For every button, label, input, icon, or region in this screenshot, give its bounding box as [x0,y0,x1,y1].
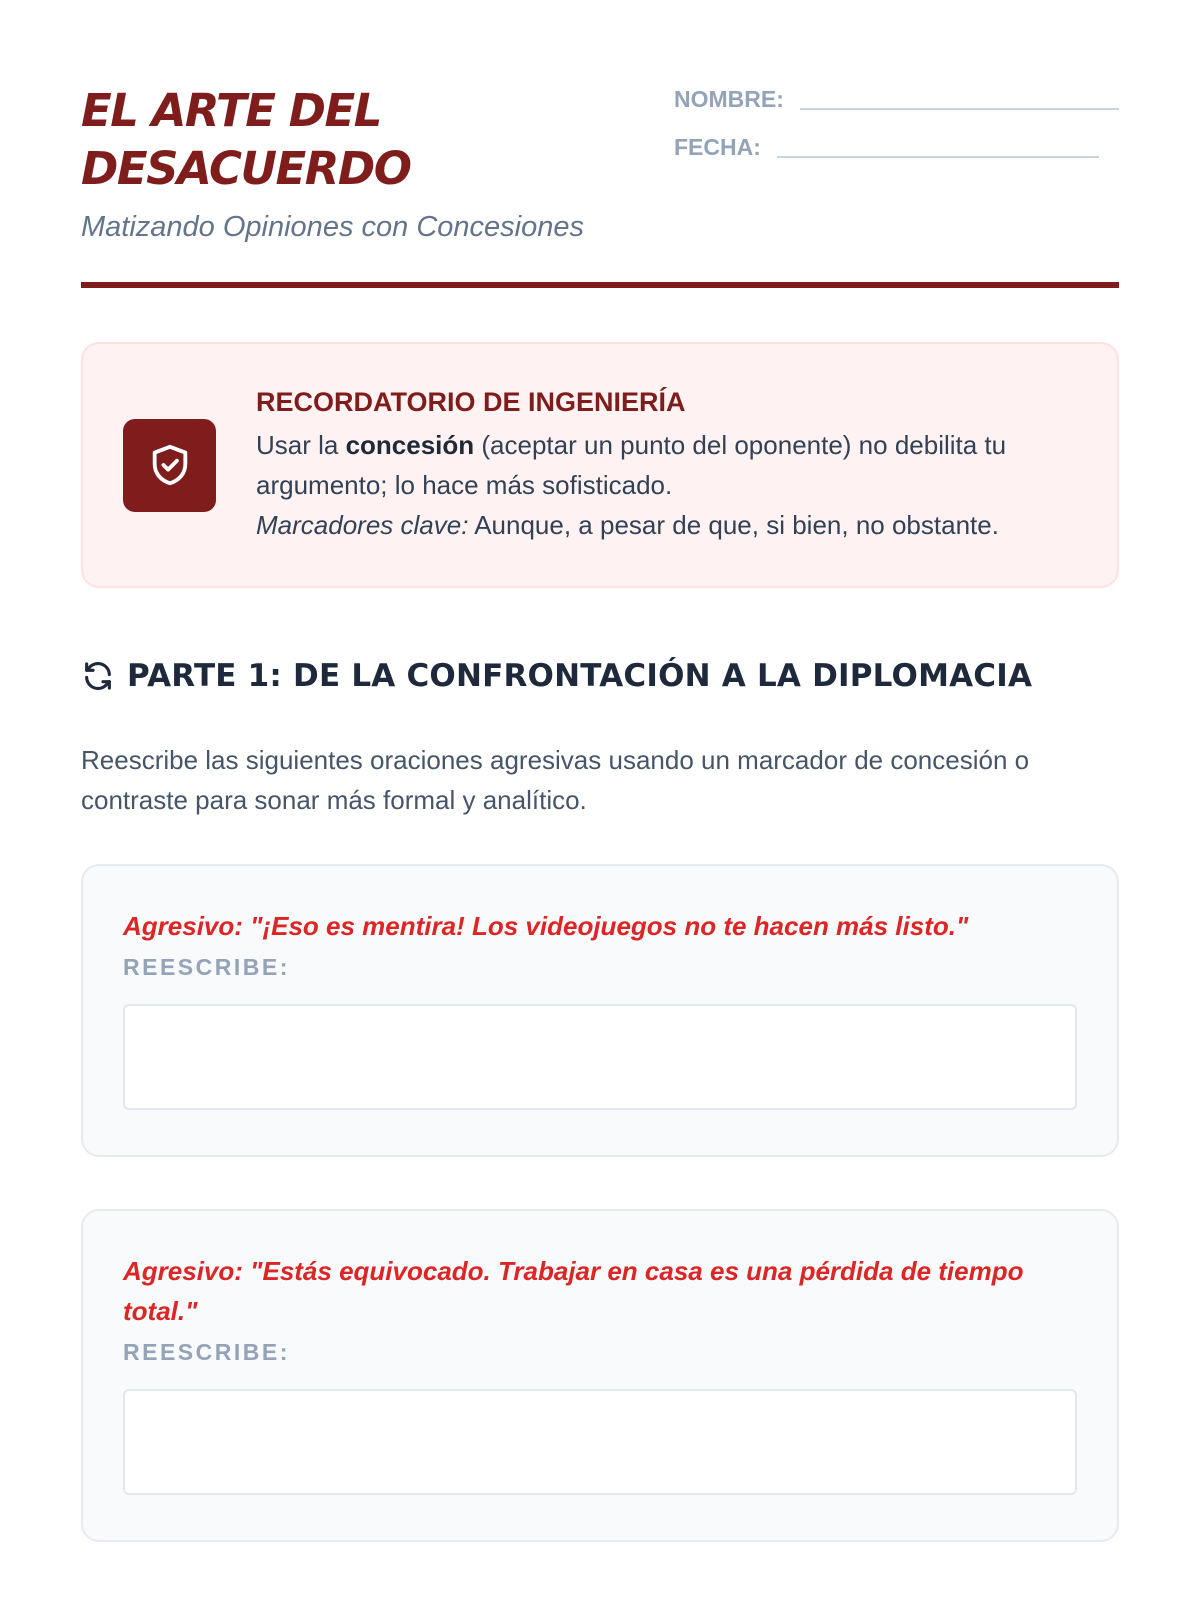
title-block [81,82,661,244]
aggressive-sentence: Agresivo: "¡Eso es mentira! Los videojuegos no te hacen más listo." [123,911,969,941]
name-field-row [674,86,1119,112]
markers-label: Marcadores clave: [256,510,469,540]
part1-instructions: Reescribe las siguientes oraciones agresivas usando un marcador de concesión o contraste para sonar más formal y analítico. [81,745,1030,815]
rewrite-label: REESCRIBE: [123,1339,290,1365]
worksheet-header [81,82,1119,288]
reminder-content [256,385,1077,545]
reminder-text-start: Usar la [256,430,346,460]
rewrite-answer-field[interactable] [123,1004,1077,1110]
worksheet-subtitle: Matizando Opiniones con Concesiones [81,211,584,243]
refresh-icon [81,659,115,693]
rewrite-answer-field[interactable] [123,1389,1077,1495]
part1-heading [81,656,1119,696]
reminder-box [81,342,1119,588]
reminder-text-end: (aceptar un punto del oponente) no debilita tu argumento; lo hace más sofisticado. [256,430,1007,500]
date-label: FECHA: [674,134,761,160]
markers-list: Aunque, a pesar de que, si bien, no obstante. [468,510,999,540]
student-fields [674,82,1119,182]
date-field-line[interactable] [777,156,1099,158]
rewrite-label: REESCRIBE: [123,954,290,980]
name-field-line[interactable] [800,108,1119,110]
reminder-body [256,425,1077,545]
exercise-card [81,864,1119,1157]
shield-check-icon [123,419,216,512]
worksheet-title: EL ARTE DEL DESACUERDO [81,84,411,195]
name-label: NOMBRE: [674,86,784,112]
date-field-row [674,134,1119,160]
part1-title: PARTE 1: DE LA CONFRONTACIÓN A LA DIPLOMACIA [127,658,1033,694]
reminder-title: RECORDATORIO DE INGENIERÍA [256,387,686,417]
concession-term: concesión [345,430,475,460]
exercise-card [81,1209,1119,1542]
aggressive-sentence: Agresivo: "Estás equivocado. Trabajar en casa es una pérdida de tiempo total." [123,1256,1024,1326]
